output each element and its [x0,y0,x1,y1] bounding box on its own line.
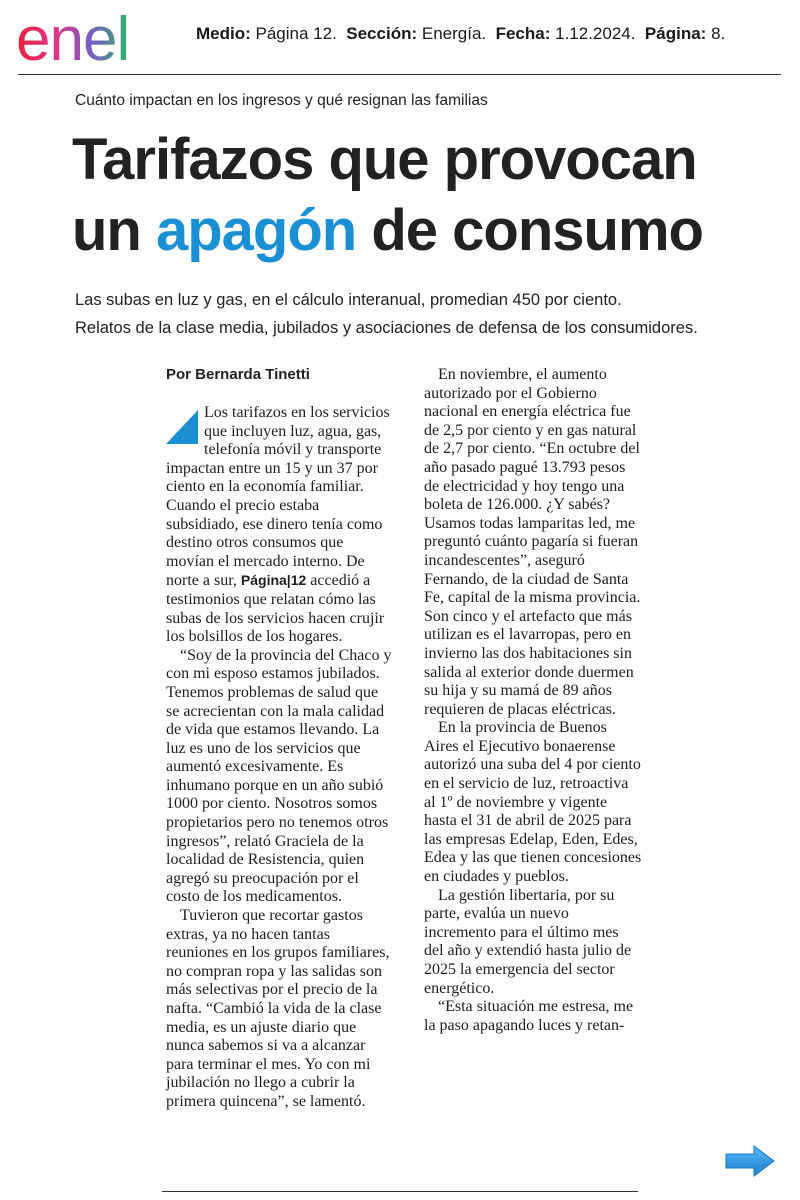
medio-value: Página 12. [255,24,337,43]
medio-label: Medio: [196,24,251,43]
pagina-value: 8. [711,24,726,43]
headline-accent-word: apagón [155,198,357,263]
article-paragraph-2: “Soy de la provincia del Chaco y con mi esposo estamos jubilados. Tenemos problemas de salud que se acrecientan con la mala calidad de vida que estamos llevando. La luz es uno de los servicios que aumentó excesivamente. Es inhumano porque en un año subió 1000 por ciento. Nosotros somos propietarios pero no tenemos otros ingresos”, relató Graciela de la localidad de Resistencia, quien agregó su preocupación por el costo de los medicamentos. [166,646,392,906]
header-divider [18,74,781,75]
article-subhead [75,286,775,342]
svg-text:enel: enel [16,10,130,68]
article-byline: Por Bernarda Tinetti [166,366,310,383]
enel-logo [16,10,176,68]
article-column-2 [424,366,642,1035]
article-paragraph-3: Tuvieron que recortar gastos extras, ya no hacen tantas reuniones en los grupos familiares, no compran ropa y las salidas son más selectivas por el precio de la nafta. “Cambió la vida de la clase media, es un ajuste diario que nunca sabemos si va a alcanzar para terminar el mes. Yo con mi jubilación no llego a cubrir la primera quincena”, se lamentó. [166,907,390,1110]
fecha-value: 1.12.2024. [555,24,636,43]
subhead-line-1: Las subas en luz y gas, en el cálculo interanual, promedian 450 por ciento. [75,291,622,309]
publication-brand-inline: Página|12 [240,572,307,589]
article-headline [72,124,782,266]
headline-line-2-end: de consumo [371,198,703,263]
fecha-label: Fecha: [495,24,551,43]
article-kicker: Cuánto impactan en los ingresos y qué resignan las familias [75,92,488,109]
article-paragraph-5: En la provincia de Buenos Aires el Ejecutivo bonaerense autorizó una suba del 4 por ciento en el servicio de luz, retroactiva al 1º de noviembre y vigente hasta el 31 de abril de 2025 para las empresas Edelap, Eden, Edes, Edea y las que tienen concesiones en ciudades y pueblos. [424,719,642,886]
seccion-value: Energía. [421,24,487,43]
headline-line-1: Tarifazos que provocan [72,127,697,192]
article-paragraph-6: La gestión libertaria, por su parte, evalúa un nuevo incremento para el último mes del año y extendió hasta julio de 2025 la emergencia del sector energético. [424,886,632,997]
paragraph-1-text-start: Los tarifazos en los servicios que incluyen luz, agua, gas, telefonía móvil y transporte impactan entre un 15 y un 37 por ciento en la economía familiar. Cuando el precio estaba subsidiado, ese dinero tenía como destino otros consumos que movían el mercado interno. De norte a sur, [166,404,390,590]
article-paragraph-7: “Esta situación me estresa, me la paso apagando luces y retan- [424,998,634,1034]
paragraph-1-text-end: accedió a testimonios que relatan cómo las subas de los servicios hacen crujir los bolsillos de los hogares. [166,572,385,646]
article-paragraph-1 [166,404,392,647]
subhead-line-2: Relatos de la clase media, jubilados y asociaciones de defensa de los consumidores. [75,319,698,337]
dropcap-triangle-icon [166,410,198,444]
seccion-label: Sección: [346,24,418,43]
footer-divider [162,1191,638,1192]
arrow-right-icon[interactable] [724,1144,776,1178]
article-column-1 [166,404,392,1112]
publication-meta [196,24,725,44]
headline-line-2-start: un [72,198,141,263]
article-paragraph-4: En noviembre, el aumento autorizado por el Gobierno nacional en energía eléctrica fue de 2,5 por ciento y en gas natural de 2,7 por ciento. “En octubre del año pasado pagué 13.793 pesos de electricidad y hoy tengo una boleta de 126.000. ¿Y sabés? Usamos todas lamparitas led, me preguntó cuánto pagaría si fueran incandescentes”, aseguró Fernando, de la ciudad de Santa Fe, capital de la misma provincia. Son cinco y el artefacto que más utilizan es el lavarropas, pero en invierno las dos habitaciones sin salida al exterior donde duermen su hija y su mamá de 89 años requieren de placas eléctricas. [424,366,641,718]
pagina-label: Página: [644,24,707,43]
